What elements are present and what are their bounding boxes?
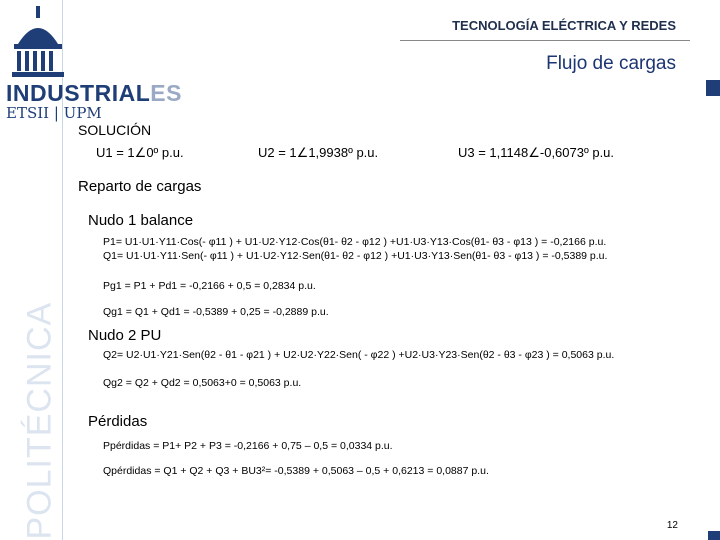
politecnica-watermark: POLITÉCNICA bbox=[20, 301, 59, 540]
corner-accent-bottom bbox=[708, 531, 720, 540]
logo-subtitle: ETSII | UPM bbox=[6, 104, 102, 122]
q2-equation: Q2= U2·U1·Y21·Sen(θ2 - θ1 - φ21 ) + U2·U2·Y22·Sen( - φ22 ) +U2·U3·Y23·Sen(θ2 - θ3 - φ23 ) = 0,5063 p.u. bbox=[103, 349, 615, 361]
corner-accent bbox=[706, 80, 720, 96]
solucion-heading: SOLUCIÓN bbox=[78, 122, 152, 138]
reparto-heading: Reparto de cargas bbox=[78, 178, 202, 195]
p-perdidas-equation: Ppérdidas = P1+ P2 + P3 = -0,2166 + 0,75 – 0,5 = 0,0334 p.u. bbox=[103, 440, 393, 452]
slide-title: Flujo de cargas bbox=[546, 53, 676, 74]
page-number: 12 bbox=[666, 520, 678, 531]
qg2-equation: Qg2 = Q2 + Qd2 = 0,5063+0 = 0,5063 p.u. bbox=[103, 377, 302, 389]
logo-wordmark: INDUSTRIALES bbox=[6, 80, 182, 106]
p1-equation: P1= U1·U1·Y11·Cos(- φ11 ) + U1·U2·Y12·Cos(θ1- θ2 - φ12 ) +U1·U3·Y13·Cos(θ1- θ3 - φ13 ) = -0,2166 p.u. bbox=[103, 236, 607, 248]
nudo2-heading: Nudo 2 PU bbox=[88, 327, 162, 344]
q1-equation: Q1= U1·U1·Y11·Sen(- φ11 ) + U1·U2·Y12·Sen(θ1- θ2 - φ12 ) +U1·U3·Y13·Sen(θ1- θ3 - φ13 ) = -0,5389 p.u. bbox=[103, 250, 608, 262]
qg1-equation: Qg1 = Q1 + Qd1 = -0,5389 + 0,25 = -0,2889 p.u. bbox=[103, 306, 329, 318]
voltage-u3: U3 = 1,1148∠-0,6073º p.u. bbox=[458, 145, 615, 160]
header-rule bbox=[400, 40, 690, 41]
voltage-u1: U1 = 1∠0º p.u. bbox=[96, 145, 184, 160]
course-title: TECNOLOGÍA ELÉCTRICA Y REDES bbox=[452, 18, 676, 33]
perdidas-heading: Pérdidas bbox=[88, 413, 148, 430]
q-perdidas-equation: Qpérdidas = Q1 + Q2 + Q3 + BU3²= -0,5389 + 0,5063 – 0,5 + 0,6213 = 0,0887 p.u. bbox=[103, 465, 489, 477]
dome-logo-icon bbox=[8, 4, 68, 78]
pg1-equation: Pg1 = P1 + Pd1 = -0,2166 + 0,5 = 0,2834 p.u. bbox=[103, 280, 316, 292]
voltage-u2: U2 = 1∠1,9938º p.u. bbox=[258, 145, 379, 160]
nudo1-heading: Nudo 1 balance bbox=[88, 212, 194, 229]
